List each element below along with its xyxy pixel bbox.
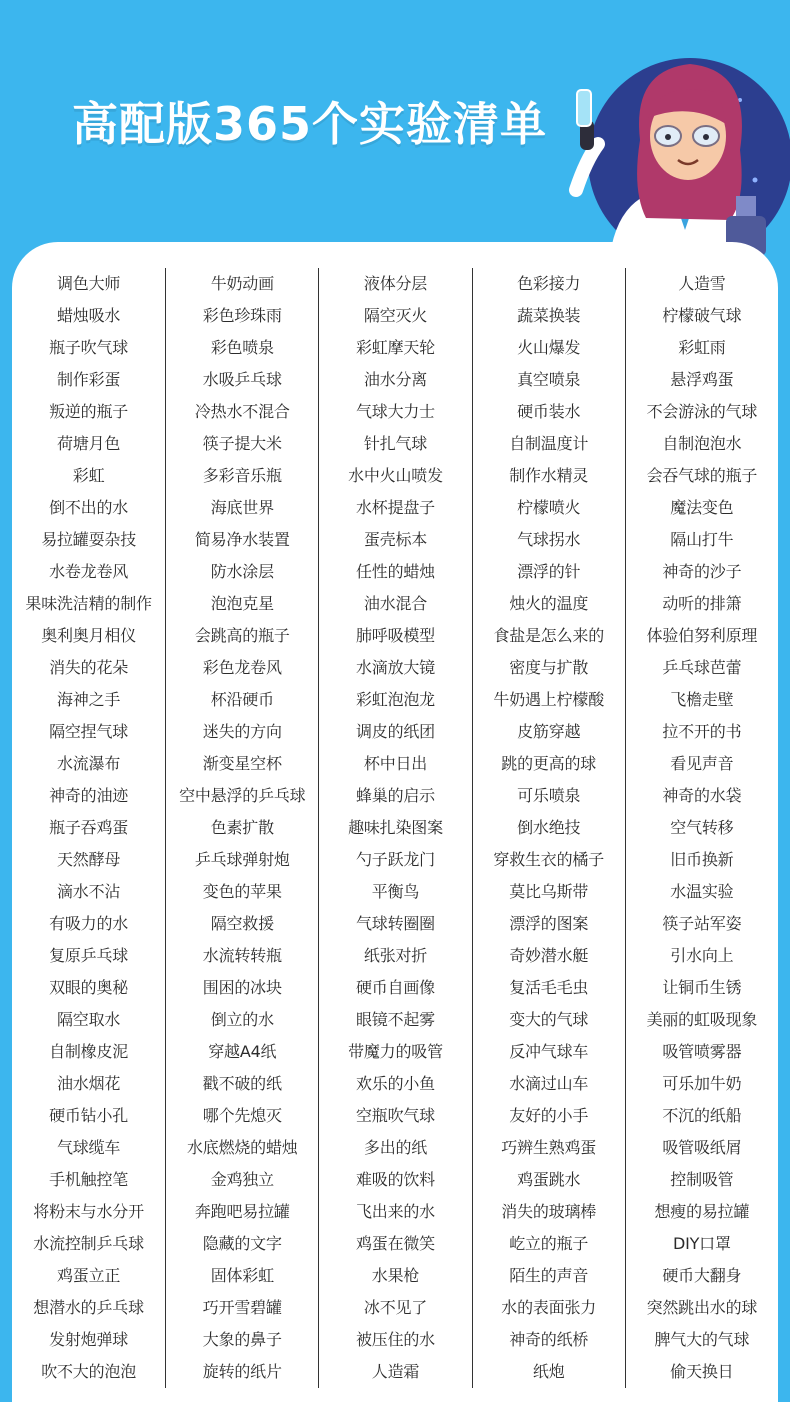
- experiment-item: 牛奶遇上柠檬酸: [493, 690, 604, 709]
- experiment-item: 飞出来的水: [355, 1202, 435, 1221]
- experiment-item: 制作水精灵: [509, 466, 589, 485]
- experiment-list: [12, 268, 778, 1388]
- experiment-column-4: [472, 268, 625, 1388]
- experiment-item: 蔬菜换装: [517, 306, 581, 325]
- experiment-item: 食盐是怎么来的: [493, 626, 604, 645]
- experiment-item: 美丽的虹吸现象: [646, 1010, 758, 1029]
- experiment-item: 吸管喷雾器: [662, 1042, 742, 1061]
- experiment-item: 肺呼吸模型: [355, 626, 435, 645]
- experiment-item: 果味洗洁精的制作: [25, 594, 152, 613]
- experiment-item: 制作彩蛋: [56, 370, 121, 389]
- experiment-item: 蜡烛吸水: [56, 306, 121, 325]
- experiment-item: 穿救生衣的橘子: [493, 850, 604, 869]
- experiment-item: 纸炮: [532, 1362, 565, 1381]
- experiment-item: 神奇的油迹: [49, 786, 129, 805]
- experiment-item: 水流控制乒乓球: [33, 1234, 144, 1253]
- experiment-item: 针扎气球: [363, 434, 428, 453]
- experiment-item: 皮筋穿越: [517, 722, 581, 741]
- experiment-item: 乒乓球弹射炮: [194, 850, 290, 869]
- experiment-item: 倒水绝技: [517, 818, 581, 837]
- experiment-item: 自制泡泡水: [662, 434, 742, 453]
- experiment-item: 柠檬喷火: [517, 498, 581, 517]
- experiment-item: 勺子跃龙门: [355, 850, 435, 869]
- experiment-item: 拉不开的书: [662, 722, 742, 741]
- experiment-item: 鸡蛋立正: [56, 1266, 121, 1285]
- experiment-item: 乒乓球芭蕾: [662, 658, 742, 677]
- experiment-item: 瓶子吹气球: [49, 338, 129, 357]
- experiment-item: 吸管吸纸屑: [662, 1138, 742, 1157]
- experiment-column-2: [165, 268, 318, 1388]
- experiment-item: 天然酵母: [56, 850, 121, 869]
- experiment-item: 脾气大的气球: [654, 1330, 750, 1349]
- experiment-item: 水果枪: [371, 1266, 420, 1285]
- experiment-item: 倒不出的水: [49, 498, 129, 517]
- experiment-item: 叛逆的瓶子: [49, 402, 129, 421]
- experiment-item: 水中火山喷发: [348, 466, 443, 485]
- experiment-item: 调色大师: [56, 274, 121, 293]
- experiment-item: 屹立的瓶子: [509, 1234, 589, 1253]
- experiment-item: 海底世界: [210, 498, 274, 517]
- page-title: 高配版365个实验清单: [72, 97, 548, 151]
- experiment-item: 蜂巢的启示: [355, 786, 435, 805]
- experiment-item: 隔空灭火: [363, 306, 428, 325]
- experiment-item: 神奇的沙子: [662, 562, 742, 581]
- experiment-item: 气球转圈圈: [355, 914, 435, 933]
- experiment-item: 神奇的水袋: [662, 786, 742, 805]
- experiment-item: 跳的更高的球: [501, 754, 597, 773]
- experiment-item: 多彩音乐瓶: [202, 466, 282, 485]
- experiment-column-5: [625, 268, 778, 1388]
- experiment-item: 泡泡克星: [210, 594, 274, 613]
- experiment-item: 滴水不沾: [56, 882, 121, 901]
- experiment-item: 烛火的温度: [509, 594, 589, 613]
- experiment-item: 隔山打牛: [670, 530, 734, 549]
- experiment-item: 奇妙潜水艇: [509, 946, 589, 965]
- experiment-item: 任性的蜡烛: [355, 562, 435, 581]
- experiment-item: 欢乐的小鱼: [355, 1074, 435, 1093]
- experiment-item: 反冲气球车: [509, 1042, 589, 1061]
- experiment-item: 戳不破的纸: [202, 1074, 282, 1093]
- scientist-girl-icon: [540, 40, 790, 260]
- experiment-item: 奥利奥月相仪: [41, 626, 136, 645]
- experiment-item: 迷失的方向: [202, 722, 282, 741]
- experiment-item: 固体彩虹: [210, 1266, 274, 1285]
- experiment-item: 水流转转瓶: [202, 946, 282, 965]
- experiment-item: 色彩接力: [517, 274, 581, 293]
- experiment-item: 漂浮的针: [517, 562, 581, 581]
- experiment-item: 吹不大的泡泡: [41, 1362, 136, 1381]
- experiment-item: 偷天换日: [670, 1362, 734, 1381]
- experiment-column-1: [12, 268, 165, 1388]
- experiment-item: 将粉末与水分开: [33, 1202, 144, 1221]
- experiment-item: 彩色龙卷风: [202, 658, 282, 677]
- experiment-item: DIY口罩: [672, 1234, 731, 1253]
- experiment-item: 复活毛毛虫: [509, 978, 589, 997]
- experiment-item: 友好的小手: [509, 1106, 589, 1125]
- experiment-item: 自制温度计: [509, 434, 589, 453]
- experiment-item: 陌生的声音: [509, 1266, 589, 1285]
- experiment-item: 彩虹: [72, 466, 105, 485]
- experiment-item: 自制橡皮泥: [49, 1042, 129, 1061]
- experiment-item: 水的表面张力: [501, 1298, 597, 1317]
- experiment-item: 想瘦的易拉罐: [654, 1202, 750, 1221]
- experiment-item: 水滴放大镜: [355, 658, 435, 677]
- experiment-item: 控制吸管: [670, 1170, 734, 1189]
- experiment-item: 油水烟花: [56, 1074, 121, 1093]
- experiment-item: 大象的鼻子: [202, 1330, 282, 1349]
- experiment-column-3: [318, 268, 471, 1388]
- experiment-item: 水温实验: [670, 882, 734, 901]
- experiment-item: 海神之手: [56, 690, 121, 709]
- experiment-item: 蛋壳标本: [363, 530, 428, 549]
- experiment-item: 水滴过山车: [509, 1074, 589, 1093]
- experiment-item: 防水涂层: [210, 562, 274, 581]
- experiment-item: 会跳高的瓶子: [194, 626, 290, 645]
- experiment-item: 可乐喷泉: [517, 786, 581, 805]
- experiment-item: 鸡蛋跳水: [517, 1170, 581, 1189]
- experiment-item: 调皮的纸团: [355, 722, 435, 741]
- experiment-item: 趣味扎染图案: [348, 818, 443, 837]
- experiment-item: 油水分离: [363, 370, 428, 389]
- experiment-item: 有吸力的水: [49, 914, 129, 933]
- experiment-item: 旧币换新: [670, 850, 734, 869]
- experiment-item: 杯中日出: [363, 754, 428, 773]
- experiment-item: 被压住的水: [355, 1330, 435, 1349]
- experiment-item: 消失的花朵: [49, 658, 129, 677]
- experiment-item: 眼镜不起雾: [355, 1010, 435, 1029]
- experiment-item: 消失的玻璃棒: [501, 1202, 597, 1221]
- experiment-item: 人造霜: [371, 1362, 420, 1381]
- experiment-item: 会吞气球的瓶子: [646, 466, 758, 485]
- experiment-item: 彩虹摩天轮: [355, 338, 435, 357]
- experiment-item: 倒立的水: [210, 1010, 274, 1029]
- experiment-item: 平衡鸟: [371, 882, 420, 901]
- experiment-item: 变色的苹果: [202, 882, 282, 901]
- experiment-item: 简易净水装置: [194, 530, 290, 549]
- experiment-item: 复原乒乓球: [49, 946, 129, 965]
- experiment-item: 带魔力的吸管: [348, 1042, 443, 1061]
- experiment-item: 空气转移: [670, 818, 734, 837]
- experiment-item: 围困的冰块: [202, 978, 282, 997]
- experiment-item: 旋转的纸片: [202, 1362, 282, 1381]
- experiment-item: 水卷龙卷风: [49, 562, 129, 581]
- experiment-item: 硬币装水: [517, 402, 581, 421]
- experiment-item: 易拉罐耍杂技: [41, 530, 136, 549]
- experiment-item: 飞檐走壁: [670, 690, 734, 709]
- experiment-item: 水流瀑布: [56, 754, 121, 773]
- experiment-item: 发射炮弹球: [49, 1330, 129, 1349]
- experiment-item: 多出的纸: [363, 1138, 428, 1157]
- experiment-item: 空中悬浮的乒乓球: [179, 786, 306, 805]
- experiment-item: 想潜水的乒乓球: [33, 1298, 144, 1317]
- experiment-item: 筷子站军姿: [662, 914, 742, 933]
- experiment-item: 荷塘月色: [56, 434, 121, 453]
- experiment-item: 空瓶吹气球: [355, 1106, 435, 1125]
- experiment-item: 隔空取水: [56, 1010, 121, 1029]
- experiment-item: 筷子提大米: [202, 434, 282, 453]
- experiment-item: 悬浮鸡蛋: [670, 370, 734, 389]
- experiment-item: 彩虹泡泡龙: [355, 690, 435, 709]
- experiment-item: 哪个先熄灭: [202, 1106, 282, 1125]
- experiment-item: 牛奶动画: [210, 274, 274, 293]
- experiment-item: 穿越A4纸: [208, 1042, 277, 1061]
- experiment-item: 奔跑吧易拉罐: [194, 1202, 290, 1221]
- experiment-item: 彩色喷泉: [210, 338, 274, 357]
- experiment-item: 难吸的饮料: [355, 1170, 435, 1189]
- experiment-item: 莫比乌斯带: [509, 882, 589, 901]
- experiment-item: 隐藏的文字: [202, 1234, 282, 1253]
- experiment-item: 冷热水不混合: [194, 402, 290, 421]
- experiment-item: 彩虹雨: [678, 338, 726, 357]
- experiment-item: 引水向上: [670, 946, 734, 965]
- experiment-item: 可乐加牛奶: [662, 1074, 742, 1093]
- experiment-item: 硬币大翻身: [662, 1266, 742, 1285]
- experiment-item: 体验伯努利原理: [646, 626, 758, 645]
- experiment-item: 巧辨生熟鸡蛋: [501, 1138, 597, 1157]
- experiment-item: 人造雪: [678, 274, 726, 293]
- experiment-item: 金鸡独立: [210, 1170, 274, 1189]
- experiment-item: 不沉的纸船: [662, 1106, 742, 1125]
- experiment-item: 神奇的纸桥: [509, 1330, 589, 1349]
- experiment-item: 动听的排箫: [662, 594, 742, 613]
- experiment-item: 瓶子吞鸡蛋: [49, 818, 129, 837]
- experiment-item: 不会游泳的气球: [646, 402, 758, 421]
- experiment-item: 变大的气球: [509, 1010, 589, 1029]
- experiment-item: 气球缆车: [56, 1138, 121, 1157]
- experiment-item: 液体分层: [363, 274, 428, 293]
- experiment-item: 气球大力士: [355, 402, 435, 421]
- experiment-item: 让铜币生锈: [662, 978, 742, 997]
- experiment-item: 双眼的奥秘: [49, 978, 129, 997]
- experiment-item: 水底燃烧的蜡烛: [186, 1138, 298, 1157]
- experiment-item: 油水混合: [363, 594, 428, 613]
- experiment-item: 隔空捏气球: [49, 722, 129, 741]
- experiment-item: 鸡蛋在微笑: [355, 1234, 435, 1253]
- experiment-item: 火山爆发: [517, 338, 581, 357]
- experiment-item: 密度与扩散: [509, 658, 589, 677]
- experiment-item: 渐变星空杯: [202, 754, 282, 773]
- experiment-item: 柠檬破气球: [662, 306, 742, 325]
- experiment-item: 水吸乒乓球: [202, 370, 282, 389]
- experiment-item: 彩色珍珠雨: [202, 306, 282, 325]
- experiment-item: 冰不见了: [363, 1298, 428, 1317]
- experiment-item: 突然跳出水的球: [646, 1298, 758, 1317]
- experiment-item: 硬币自画像: [355, 978, 435, 997]
- experiment-item: 手机触控笔: [49, 1170, 129, 1189]
- experiment-item: 魔法变色: [670, 498, 734, 517]
- experiment-item: 色素扩散: [210, 818, 274, 837]
- experiment-item: 真空喷泉: [517, 370, 581, 389]
- experiment-item: 看见声音: [670, 754, 734, 773]
- experiment-item: 硬币钻小孔: [49, 1106, 129, 1125]
- experiment-item: 气球拐水: [517, 530, 581, 549]
- experiment-item: 杯沿硬币: [210, 690, 274, 709]
- experiment-item: 漂浮的图案: [509, 914, 589, 933]
- experiment-item: 水杯提盘子: [355, 498, 435, 517]
- experiment-item: 巧开雪碧罐: [202, 1298, 282, 1317]
- experiment-item: 隔空救援: [210, 914, 274, 933]
- experiment-item: 纸张对折: [363, 946, 428, 965]
